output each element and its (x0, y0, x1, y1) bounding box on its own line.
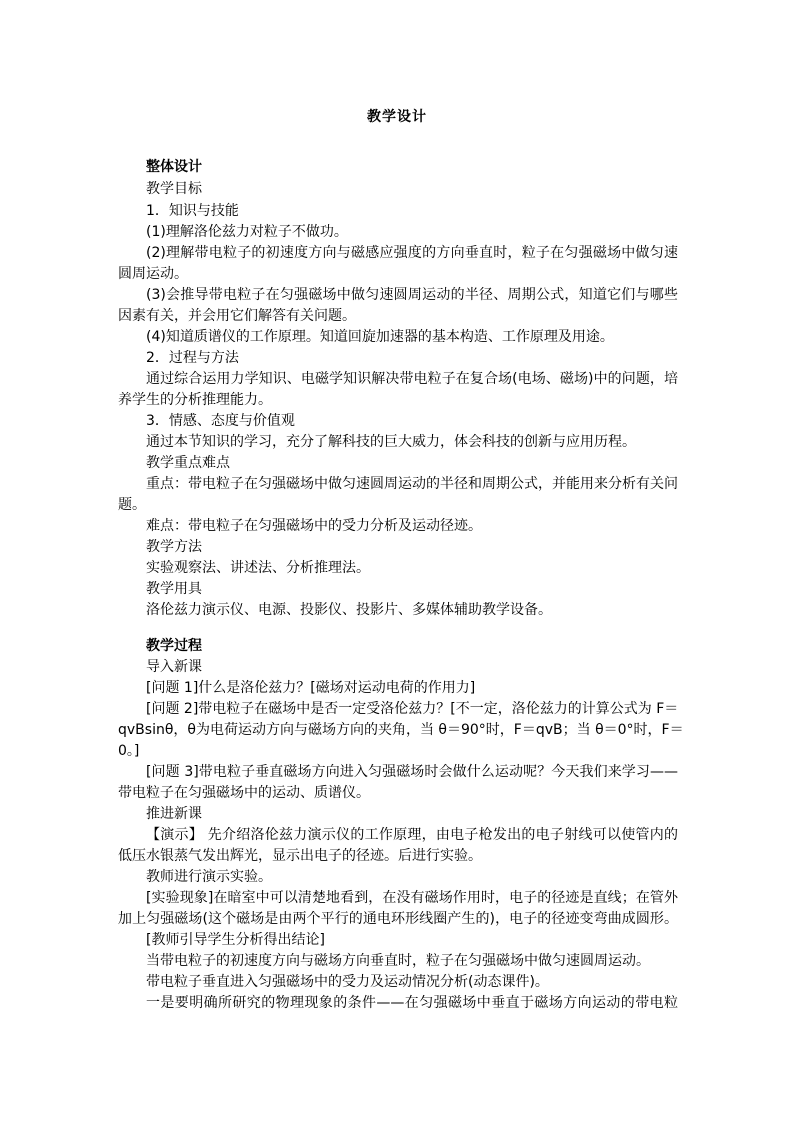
subheading-teaching-methods: 教学方法 (146, 539, 202, 555)
text-line: 当带电粒子的初速度方向与磁场方向垂直时，粒子在匀强磁场中做匀速圆周运动。 (146, 953, 650, 969)
text-line: qvBsinθ，θ为电荷运动方向与磁场方向的夹角，当 θ＝90°时，F＝qvB；当 θ＝0°时，F＝ (118, 722, 684, 738)
section-heading-teaching-process: 教学过程 (146, 638, 202, 654)
text-line: 养学生的分析推理能力。 (118, 392, 272, 408)
section-heading-overall-design: 整体设计 (146, 159, 202, 175)
text-line: 题。 (118, 497, 146, 513)
text-line: 洛伦兹力演示仪、电源、投影仪、投影片、多媒体辅助教学设备。 (146, 602, 552, 618)
subheading-key-points: 教学重点难点 (146, 455, 230, 471)
text-line: 0。] (118, 743, 140, 759)
text-line: [问题 2]带电粒子在磁场中是否一定受洛伦兹力？[不一定，洛伦兹力的计算公式为 F＝ (146, 701, 679, 717)
text-line: 3．情感、态度与价值观 (146, 413, 295, 429)
text-line: 【演示】 先介绍洛伦兹力演示仪的工作原理，由电子枪发出的电子射线可以使管内的 (146, 827, 678, 843)
text-line: [教师引导学生分析得出结论] (146, 932, 325, 948)
text-line: 教师进行演示实验。 (146, 869, 272, 885)
text-line: 1．知识与技能 (146, 203, 239, 219)
text-line: (3)会推导带电粒子在匀强磁场中做匀速圆周运动的半径、周期公式，知道它们与哪些 (146, 287, 678, 303)
text-line: 通过本节知识的学习，充分了解科技的巨大威力，体会科技的创新与应用历程。 (146, 434, 636, 450)
text-line: 难点：带电粒子在匀强磁场中的受力分析及运动径迹。 (146, 518, 482, 534)
text-line: [实验现象]在暗室中可以清楚地看到，在没有磁场作用时，电子的径迹是直线；在管外 (146, 890, 678, 906)
text-line: 圆周运动。 (118, 266, 188, 282)
text-line: 因素有关，并会用它们解答有关问题。 (118, 308, 356, 324)
subheading-teaching-tools: 教学用具 (146, 581, 202, 597)
subheading-new-content: 推进新课 (146, 806, 202, 822)
subheading-lesson-intro: 导入新课 (146, 659, 202, 675)
text-line: [问题 1]什么是洛伦兹力？[磁场对运动电荷的作用力] (146, 680, 476, 696)
document-title: 教学设计 (367, 109, 427, 125)
text-line: (1)理解洛伦兹力对粒子不做功。 (146, 224, 348, 240)
text-line: 低压水银蒸气发出辉光，显示出电子的径迹。后进行实验。 (118, 848, 482, 864)
text-line: 加上匀强磁场(这个磁场是由两个平行的通电环形线圈产生的)，电子的径迹变弯曲成圆形。 (118, 911, 678, 927)
text-line: (2)理解带电粒子的初速度方向与磁感应强度的方向垂直时，粒子在匀强磁场中做匀速 (146, 245, 678, 261)
text-line: 一是要明确所研究的物理现象的条件——在匀强磁场中垂直于磁场方向运动的带电粒 (146, 995, 678, 1011)
text-line: 带电粒子垂直进入匀强磁场中的受力及运动情况分析(动态课件)。 (146, 974, 549, 990)
text-line: 2．过程与方法 (146, 350, 239, 366)
text-line: [问题 3]带电粒子垂直磁场方向进入匀强磁场时会做什么运动呢？今天我们来学习—— (146, 764, 678, 780)
text-line: (4)知道质谱仪的工作原理。知道回旋加速器的基本构造、工作原理及用途。 (146, 329, 614, 345)
subheading-teaching-objectives: 教学目标 (146, 181, 202, 197)
text-line: 通过综合运用力学知识、电磁学知识解决带电粒子在复合场(电场、磁场)中的问题，培 (146, 371, 678, 387)
text-line: 重点：带电粒子在匀强磁场中做匀速圆周运动的半径和周期公式，并能用来分析有关问 (146, 476, 678, 492)
text-line: 实验观察法、讲述法、分析推理法。 (146, 560, 370, 576)
text-line: 带电粒子在匀强磁场中的运动、质谱仪。 (118, 785, 370, 801)
